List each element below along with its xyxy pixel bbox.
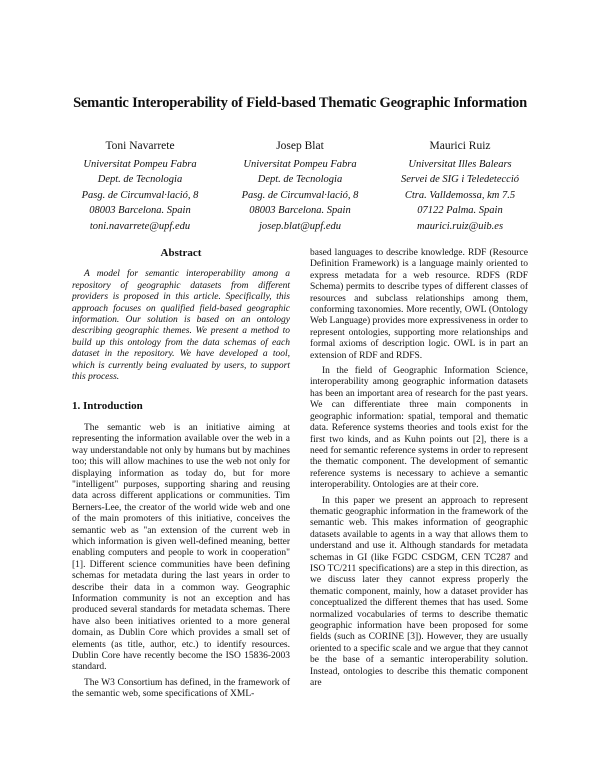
abstract-text: A model for semantic interoperability among a repository of geographic datasets from different providers is proposed in this article. Specifically, this approach focuses on qualified field-based geographic information. Our solution is based on an ontology describing geographic themes. We present a method to build up this ontology from the data schemas of each dataset in the repository. We have developed a tool, which is currently being evaluated by users, to support this process.: [72, 269, 290, 383]
author-block-2: [210, 139, 390, 234]
author-name: Maurici Ruiz: [429, 140, 491, 152]
author-institution: Universitat Pompeu Fabra: [243, 158, 357, 170]
paragraph: In this paper we present an approach to represent thematic geographic information in the framework of the semantic web. This makes information of geographic datasets available to agents in a way that allows them to understand and use it. Although standards for metadata schemas in GI (like FGDC CSDGM, CEN TC287 and ISO TC/211 specifications) are a step in this direction, as we discuss later they cannot express properly the thematic component, mainly, how a dataset provider has conceptualized the different themes that has used. Some normalized vocabularies of terms to describe thematic geographic information have been proposed for some fields (such as CORINE [3]). However, they are usually oriented to a specific scale and we argue that they cannot be the base of a semantic interoperability solution. Instead, ontologies to describe this thematic component are: [310, 495, 528, 689]
author-name: Josep Blat: [276, 140, 324, 152]
author-city: 08003 Barcelona. Spain: [249, 205, 351, 216]
author-name: Toni Navarrete: [105, 140, 175, 152]
author-street: Pasg. de Circumval·lació, 8: [81, 189, 199, 201]
paragraph: In the field of Geographic Information Science, interoperability among geographic information datasets has been an important area of research for the past years. We can differentiate three main components in geographic information: spatial, temporal and thematic data. Reference systems theories and tools exist for the first two kinds, and as Kuhn points out [2], there is a need for semantic reference systems in order to represent the thematic component. The development of semantic reference systems is necessary to achieve a semantic interoperability. Ontologies are at their core.: [310, 366, 528, 491]
author-block-1: [50, 139, 230, 234]
author-email: toni.navarrete@upf.edu: [89, 220, 191, 232]
author-institution: Universitat Illes Balears: [408, 158, 512, 170]
right-column: [310, 248, 528, 693]
author-department: Servei de SIG i Teledetecció: [401, 174, 519, 185]
author-city: 08003 Barcelona. Spain: [89, 205, 191, 216]
author-institution: Universitat Pompeu Fabra: [83, 158, 197, 170]
author-email: maurici.ruiz@uib.es: [416, 220, 504, 232]
author-department: Dept. de Tecnologia: [97, 174, 183, 185]
author-street: Pasg. de Circumval·lació, 8: [241, 189, 359, 201]
author-block-3: [370, 139, 550, 234]
section-heading-introduction: 1. Introduction: [72, 400, 143, 413]
paragraph: based languages to describe knowledge. RDF (Resource Definition Framework) is a language mainly oriented to express metadata for a web resource. RDFS (RDF Schema) permits to describe types of different classes of resources and subclass relationships among them, conforming taxonomies. More recently, OWL (Ontology Web Language) provides more expressiveness in order to represent ontologies, supporting more relationships and formal axioms of description logic. OWL is in part an extension of RDF and RDFS.: [310, 248, 528, 361]
author-city: 07122 Palma. Spain: [417, 205, 503, 216]
left-column: [72, 248, 290, 705]
author-email: josep.blat@upf.edu: [259, 220, 341, 232]
paragraph: The semantic web is an initiative aiming at representing the information available over the web in a way understandable not only by humans but by machines too; this will allow machines to use the web not only for displaying information as today do, but for more "intelligent" purposes, supporting sharing and reusing data across different applications or communities. Tim Berners-Lee, the creator of the world wide web and one of the main promoters of this initiative, conceives the semantic web as "an extension of the current web in which information is given well-defined meaning, better enabling computers and people to work in cooperation" [1]. Different science communities have been defining schemas for metadata during the last years in order to describe their data in a common way. Geographic Information community is not an exception and has produced several standards for metadata schemas. There have also been initiatives oriented to a more general domain, as Dublin Core which provides a small set of elements (as title, author, etc.) to identify resources. Dublin Core have recently become the ISO 15836-2003 standard.: [72, 422, 290, 673]
author-department: Dept. de Tecnologia: [257, 174, 343, 185]
abstract-heading: Abstract: [160, 247, 202, 259]
paragraph: The W3 Consortium has defined, in the framework of the semantic web, some specifications of XML-: [72, 677, 290, 700]
paper-title: Semantic Interoperability of Field-based Thematic Geographic Information: [73, 95, 527, 111]
author-street: Ctra. Valldemossa, km 7.5: [404, 189, 516, 201]
abstract: [72, 269, 290, 383]
